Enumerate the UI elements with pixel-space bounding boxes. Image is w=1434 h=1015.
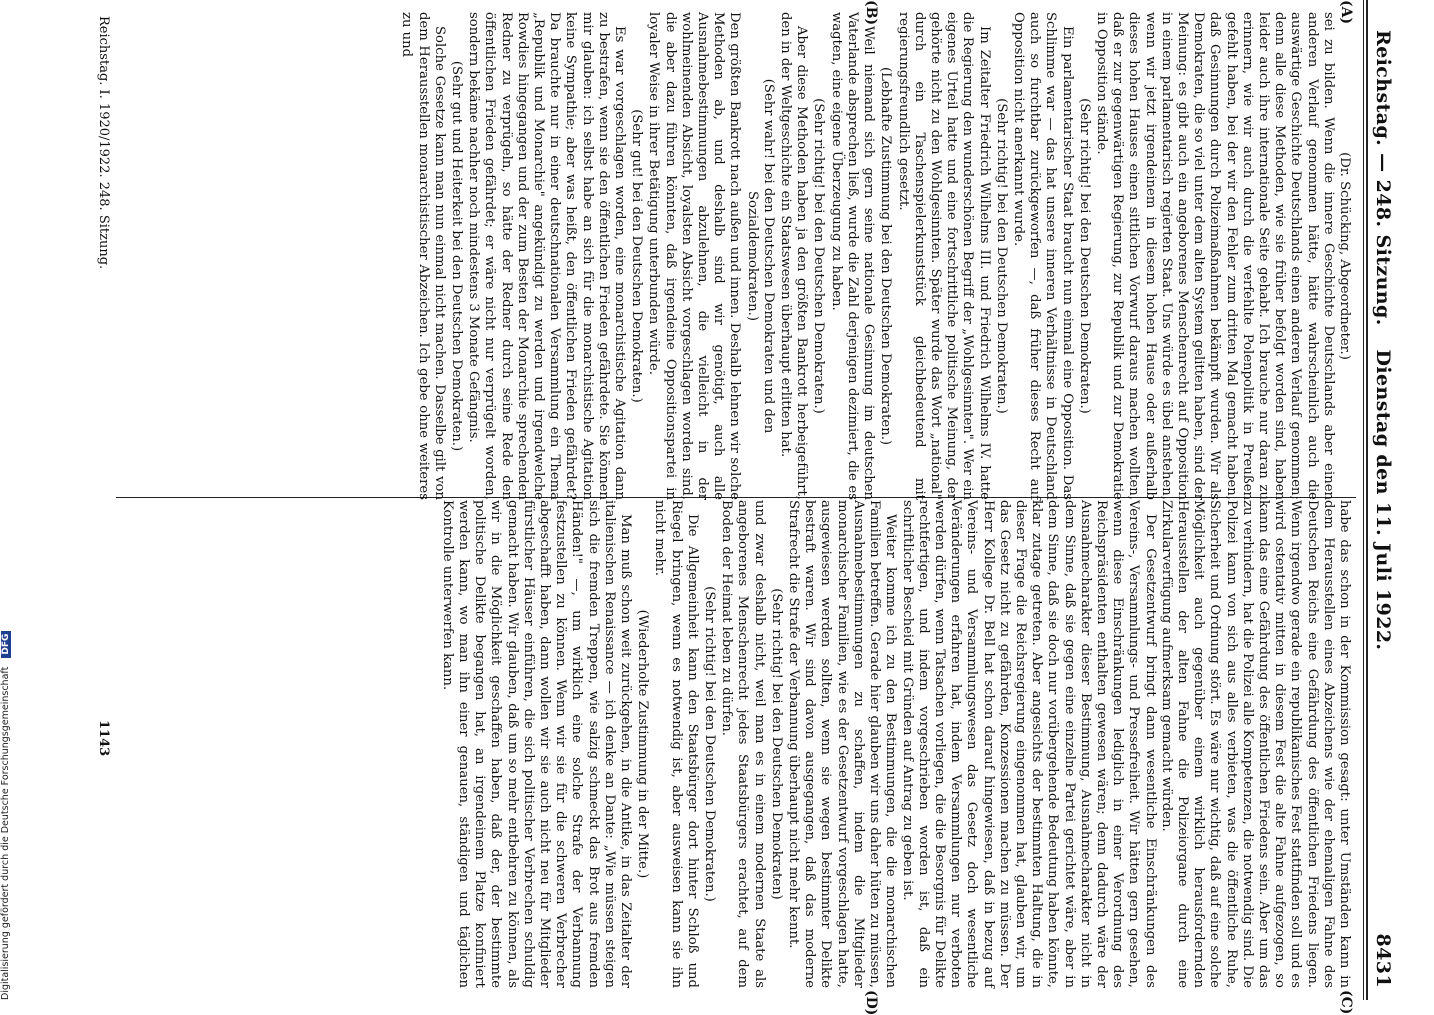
paragraph: Es war vorgeschlagen worden, eine monarchistische Agitation dann zu bestrafen, wenn sie den öffentlichen Frieden gefährdete. Sie können mir glauben: ich selbst habe an sich für die monarchistische Agitation keine Sympathie; aber was heißt, den öffentlichen Frieden gefährdet? Da brauchte nur in einer deutschnationalen Versammlung ein Thema „Republik und Monarchie" angekündigt zu werden und irgendwelche Rowdies hingegangen und der zum Besten der Monarchie sprechenden Redner zu verprügeln, so hätte der Redner durch seine Rede den öffentlichen Frieden gefährdet; er wäre nicht nur verprügelt worden, sondern bekäme nachher noch mindestens 3 Monate Gefängnis. (466, 12, 628, 500)
right-column (439, 500, 1352, 988)
paragraph: Der Gesetzentwurf bringt dann wesentliche Einschränkungen des Vereins-, Versammlungs- und Pressefreiheit. Wir hätten gern gesehen, wenn diese Einschränkungen lediglich in einer Verordnung des Reichspräsidenten enthalten gewesen wären; denn dadurch wäre der Ausnahmecharakter dieser Bestimmung, Ausnahmecharakter nicht in dem Sinne, daß sie gegen eine einzelne Partei gerichtet wäre, aber in dem Sinne, daß sie doch nur vorübergehende Bedeutung haben könnte, klar zutage getreten. Aber angesichts der bestimmten Haltung, die in dieser Frage die Reichsregierung eingenommen hat, glauben wir, um das Gesetz nicht zu gefährden, Konzessionen machen zu müssen. Der Herr Kollege Dr. Bell hat schon darauf hingewiesen, daß in bezug auf Vereins- und Versammlungswesen das Gesetz doch wesentliche Veränderungen erfahren hat, indem Versammlungen nur verboten werden dürfen, wenn Tatsachen vorliegen, die die Besorgnis für Delikte rechtfertigen, und indem vorgeschrieben worden ist, daß ein schriftlicher Bescheid mit Gründen auf Antrag zu geben ist. (899, 500, 1158, 988)
reaction: (Sehr gut und Heiterkeit bei den Deutschen Demokraten.) (449, 60, 465, 452)
reaction: (Sehr richtig! bei den Deutschen Demokraten.) (811, 98, 827, 414)
margin-marker-b: (B) (863, 0, 879, 26)
reaction: (Lebhafte Zustimmung bei den Deutschen Demokraten.) (878, 66, 894, 446)
left-column (398, 12, 1352, 500)
document-page (74, 0, 1434, 1015)
footer-left: Reichstag. I. 1920/1922. 248. Sitzung. (96, 16, 111, 270)
header-rule (1366, 0, 1368, 1000)
reaction: (Sehr richtig! bei den Deutschen Demokraten.) (993, 98, 1009, 414)
reaction: (Sehr richtig! bei den Deutschen Demokraten.) (1076, 98, 1092, 414)
footer-page-number: 1143 (96, 720, 111, 757)
credit-text: Digitalisierung gefördert durch die Deutsche Forschungsgemeinschaft (0, 666, 11, 1000)
header-rule-thin (1363, 0, 1364, 1000)
reaction: (Sehr gut! bei den Deutschen Demokraten.) (629, 109, 645, 403)
reaction: (Sehr richtig! bei den Deutschen Demokraten.) (702, 586, 718, 902)
paragraph: Ein parlamentarischer Staat braucht nun einmal eine Opposition. Das Schlimme war — das hat unsere inneren Verhältnisse in Deutschland auch so furchtbar zurückgeworfen —, daß früher dieses Recht auf Opposition nicht anerkannt wurde. (1010, 12, 1075, 500)
paragraph: Weiter komme ich zu den Bestimmungen, die die monarchischen Familien betreffen. Gerade hier glauben wir uns daher hüten zu müssen, Ausnahmebestimmungen zu schaffen, indem die Mitglieder monarchischer Familien, wie es der Gesetzentwurf vorgeschlagen hatte, ausgewiesen werden sollten, wenn sie wegen bestimmter Delikte bestraft waren. Wir sind davon ausgegangen, daß das moderne Strafrecht die Strafe der Verbannung überhaupt nicht mehr kennt. (786, 500, 899, 988)
header-date: Dienstag den 11. Juli 1922. (1372, 349, 1394, 651)
digitization-credit (0, 10, 16, 1000)
margin-marker-c: (C) (1338, 990, 1354, 1015)
paragraph: sei zu bilden. Wenn die innere Geschichte Deutschlands aber einen anderen Verlauf genommen hätte, hätte wahrscheinlich auch die auswärtige Geschichte Deutschlands einen anderen Verlauf genommen; denn alle diese Methoden, wie sie früher befolgt worden sind, haben leider auch ihre internationale Seite gehabt. Ich brauche nur daran zu erinnern, wie wir auch durch die verfehlte Polenpolitik in Preußen gefehlt haben, bei der wir den Fehler zum dritten Mal gemacht haben, daß Gesinnungen durch Polizeimaßnahmen bekämpft wurden. Wir als Demokraten, die so viel unter dem alten System gelitten haben, sind der Meinung: es gibt auch ein angeborenes Menschenrecht auf Opposition in einem parlamentarisch regierten Staat. Uns würde es übel anstehen, wenn wir jetzt irgendeinem in diesem hohen Hause oder außerhalb dieses hohen Hauses einen sittlichen Vorwurf daraus machen wollten, daß er zur gegenwärtigen Regierung, zur Republik und zur Demokratie in Opposition stände. (1093, 12, 1336, 500)
paragraph: und zwar deshalb nicht, weil man es in einem modernen Staate als angeborenes Menschenrecht jedes Staatsbürgers erachtet, auf dem Boden der Heimat leben zu dürfen. (719, 500, 767, 988)
paragraph: Im Zeitalter Friedrich Wilhelms III. und Friedrich Wilhelms IV. hatte die Regierung den wunderschönen Begriff der „Wohlgesinnten". Wer ein eigenes Urteil hatte und eine fortschrittliche politische Meinung, der gehörte nicht zu den Wohlgesinnten. Später wurde das Wort „national" durch ein Taschenspielerkunststück gleichbedeutend mit regierungsfreundlich gesetzt. (895, 12, 992, 500)
header-left: Reichstag. — 248. Sitzung. (1372, 30, 1394, 326)
paragraph: Die Allgemeinheit kann den Staatsbürger dort hinter Schloß und Riegel bringen, wenn es notwendig ist, aber ausweisen kann sie ihn nicht mehr. (652, 500, 700, 988)
paragraph: Aber diese Methoden haben ja den größten Bankrott herbeigeführt, den in der Weltgeschichte ein Staatswesen überhaupt erlitten hat. (778, 12, 810, 500)
paragraph: Man muß schon weit zurückgehen, in die Antike, in das Zeitalter der italienischen Renaissance — ich denke an Dante: „Wie müssen steigen sich die fremden Treppen, wie salzig schmeckt das Brot aus fremden Händen!" —, um wirklich eine solche Strafe der Verbannung festzustellen zu können. Wenn wir sie für die schweren Verbrecher abgeschafft haben, dann wollen wir sie auch nicht neu für Mitglieder fürstlicher Häuser einführen, die sich politischer Verbrechen schuldig gemacht haben. Wir glauben, daß um so mehr entbehren zu können, als wir in die Möglichkeit geschaffen haben, daß der, der bestimmte politische Delikte begangen hat, an irgendeinem Platze konfiniert werden kann, wo man ihn einer genauen, ständigen und täglichen Kontrolle unterwerfen kann. (439, 500, 634, 988)
paragraph: Weil niemand sich gern seine nationale Gesinnung im deutschen Vaterlande absprechen ließ, wurde die Zahl derjenigen dezimiert, die es wagten, eine eigene Überzeugung zu haben. (828, 12, 877, 500)
page-number: 8431 (1372, 933, 1394, 988)
reaction: (Sehr wahr! bei den Deutschen Demokraten und den Sozialdemokraten.) (744, 78, 776, 434)
running-header (1372, 0, 1394, 1000)
paragraph: Den größten Bankrott nach außen und innen. Deshalb lehnen wir solche Methoden ab, und deshalb sind wir genötigt, auch alle Ausnahmebestimmungen abzulehnen, die vielleicht in der wohlmeinenden Absicht, loyalsten Absicht vorgeschlagen worden sind, die aber dazu führen könnten, daß irgendeine Oppositionspartei in loyaler Weise in ihrer Betätigung unterbunden würde. (646, 12, 743, 500)
dfg-logo-icon: DFG (1, 631, 11, 658)
reaction: (Sehr richtig! bei den Deutschen Demokraten) (768, 588, 784, 900)
speaker-line: (Dr. Schücking, Abgeordneter.) (1337, 152, 1352, 360)
margin-marker-a: (A) (1338, 0, 1354, 25)
margin-marker-d: (D) (863, 990, 879, 1015)
paragraph: habe das schon in der Kommission gesagt: unter Umständen kann in dem Herausstellen eines Abzeichens wie der ehemaligen Fahne des Deutschen Reichs eine Gefährdung des öffentlichen Friedens liegen. Wenn irgendwo gerade ein republikanisches Fest stattfinden soll und es wird ostentativ mitten in diesem Fest die alte Fahne aufgezogen, so kann das eine Gefährdung des öffentlichen Friedens sein. Aber um das zu verhindern, hat die Polizei alle Kompetenzen, die notwendig sind. Die Polizei kann von sich aus alles verbieten, was die öffentliche Ruhe, Sicherheit und Ordnung stört. Es wäre nur wichtig, daß auf eine solche Möglichkeit auch gegenüber einem wirklich herausfordernden Herausstellen der alten Fahne die Polizeiorgane durch eine Zirkularverfügung aufmerksam gemacht würden. (1158, 500, 1352, 988)
reaction: (Wiederholte Zustimmung in der Mitte.) (635, 609, 651, 879)
paragraph: Solche Gesetze kann man nun einmal nicht machen. Dasselbe gilt von dem Herausstellen monarchistischer Abzeichen. Ich gebe ohne weiteres zu und (399, 12, 447, 500)
